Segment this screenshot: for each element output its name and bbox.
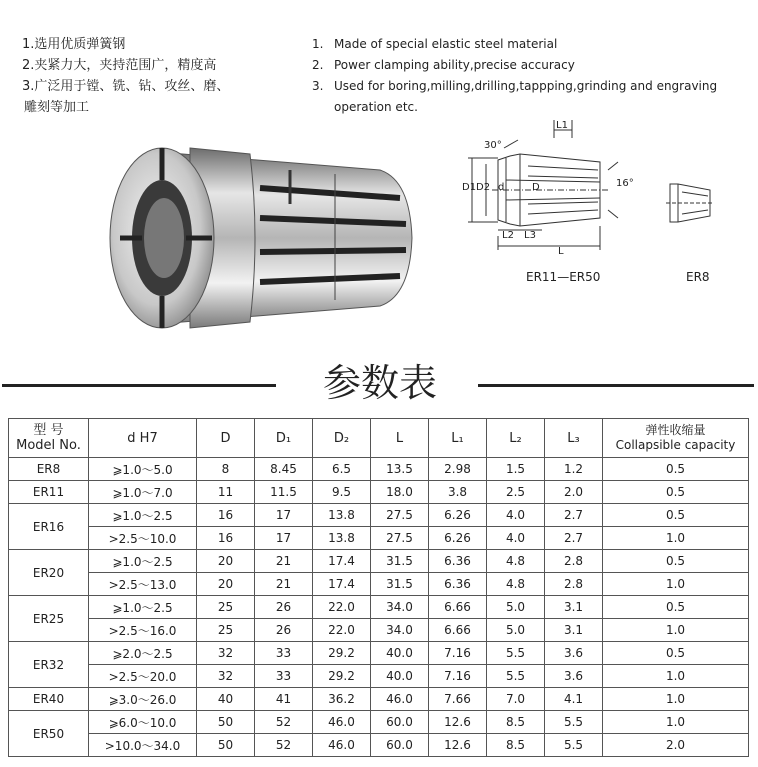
header-D: D: [197, 419, 255, 458]
cell-D: 32: [197, 642, 255, 665]
cell-D: 20: [197, 573, 255, 596]
cell-D2: 22.0: [313, 596, 371, 619]
cell-D1: 52: [255, 734, 313, 757]
header-capacity-zh: 弹性收缩量: [645, 423, 706, 437]
cell-D1: 17: [255, 504, 313, 527]
dim-D2-label: D2: [476, 182, 491, 193]
dim-d-label: d: [498, 182, 505, 193]
cell-D2: 29.2: [313, 642, 371, 665]
dim-L-label: L: [558, 246, 564, 257]
cell-cap: 1.0: [603, 711, 749, 734]
cell-cap: 1.0: [603, 688, 749, 711]
feature-en-2-num: 2.: [312, 58, 324, 72]
table-row: [9, 527, 749, 550]
table-row: [9, 642, 749, 665]
cell-L2: 5.0: [487, 619, 545, 642]
cell-dh7: >2.5～13.0: [89, 573, 197, 596]
feature-zh-3: 3.广泛用于镗、铣、钻、攻丝、磨、: [22, 79, 230, 94]
cell-D2: 46.0: [313, 734, 371, 757]
cell-L: 60.0: [371, 734, 429, 757]
collet-dimension-drawing: [458, 118, 638, 288]
cell-L2: 5.0: [487, 596, 545, 619]
feature-en-1: [312, 34, 742, 55]
cell-D2: 13.8: [313, 504, 371, 527]
cell-dh7: >2.5～20.0: [89, 665, 197, 688]
drawing-caption-er8: ER8: [686, 270, 710, 284]
cell-L3: 3.1: [545, 619, 603, 642]
cell-model: ER40: [9, 688, 89, 711]
header-model-en: Model No.: [16, 438, 81, 453]
cell-L2: 5.5: [487, 642, 545, 665]
cell-D1: 41: [255, 688, 313, 711]
cell-L1: 2.98: [429, 458, 487, 481]
table-row: [9, 504, 749, 527]
cell-L: 46.0: [371, 688, 429, 711]
cell-model: ER25: [9, 596, 89, 642]
cell-L2: 7.0: [487, 688, 545, 711]
feature-en-3: [312, 76, 742, 97]
cell-L2: 4.0: [487, 527, 545, 550]
cell-L3: 5.5: [545, 734, 603, 757]
cell-D1: 21: [255, 573, 313, 596]
header-dh7: d H7: [89, 419, 197, 458]
feature-en-2-text: Power clamping ability,precise accuracy: [334, 58, 575, 72]
cell-D: 20: [197, 550, 255, 573]
cell-D1: 8.45: [255, 458, 313, 481]
cell-D: 16: [197, 504, 255, 527]
cell-D: 8: [197, 458, 255, 481]
feature-zh-2: 2.夹紧力大，夹持范围广，精度高: [22, 58, 217, 73]
cell-L3: 2.8: [545, 550, 603, 573]
cell-D2: 13.8: [313, 527, 371, 550]
cell-L: 34.0: [371, 619, 429, 642]
cell-cap: 1.0: [603, 665, 749, 688]
cell-cap: 0.5: [603, 504, 749, 527]
cell-L1: 6.36: [429, 550, 487, 573]
cell-L2: 4.8: [487, 550, 545, 573]
collet-product-image: [100, 140, 420, 335]
cell-D2: 17.4: [313, 550, 371, 573]
cell-L3: 4.1: [545, 688, 603, 711]
cell-model: ER16: [9, 504, 89, 550]
cell-D1: 33: [255, 665, 313, 688]
cell-L: 40.0: [371, 665, 429, 688]
cell-cap: 1.0: [603, 527, 749, 550]
cell-model: ER11: [9, 481, 89, 504]
angle-30-label: 30°: [484, 140, 502, 151]
feature-zh-3-cont: 雕刻等加工: [24, 100, 90, 115]
cell-L1: 3.8: [429, 481, 487, 504]
cell-L3: 2.7: [545, 527, 603, 550]
cell-cap: 0.5: [603, 596, 749, 619]
cell-dh7: >10.0～34.0: [89, 734, 197, 757]
cell-D2: 46.0: [313, 711, 371, 734]
cell-D2: 22.0: [313, 619, 371, 642]
cell-L2: 2.5: [487, 481, 545, 504]
table-row: [9, 458, 749, 481]
cell-L3: 3.1: [545, 596, 603, 619]
cell-cap: 1.0: [603, 619, 749, 642]
cell-L1: 6.26: [429, 504, 487, 527]
header-capacity: [603, 419, 749, 458]
cell-D1: 52: [255, 711, 313, 734]
cell-D: 50: [197, 711, 255, 734]
cell-L3: 2.7: [545, 504, 603, 527]
cell-L3: 1.2: [545, 458, 603, 481]
cell-dh7: ⩾6.0～10.0: [89, 711, 197, 734]
header-model-zh: 型 号: [33, 423, 64, 438]
cell-L1: 7.16: [429, 665, 487, 688]
table-row: [9, 711, 749, 734]
spec-table-body: [9, 458, 749, 757]
cell-L3: 3.6: [545, 642, 603, 665]
cell-L1: 6.66: [429, 596, 487, 619]
cell-L1: 6.36: [429, 573, 487, 596]
dim-L2-label: L2: [502, 230, 514, 241]
table-title-row: [0, 355, 758, 411]
cell-dh7: >2.5～16.0: [89, 619, 197, 642]
header-D2: D₂: [313, 419, 371, 458]
table-row: [9, 619, 749, 642]
table-row: [9, 573, 749, 596]
header-L3: L₃: [545, 419, 603, 458]
cell-model: ER50: [9, 711, 89, 757]
cell-L1: 6.66: [429, 619, 487, 642]
table-row: [9, 481, 749, 504]
cell-D2: 6.5: [313, 458, 371, 481]
feature-en-2: [312, 55, 742, 76]
cell-L: 31.5: [371, 573, 429, 596]
cell-D2: 17.4: [313, 573, 371, 596]
cell-L: 31.5: [371, 550, 429, 573]
er8-drawing: [664, 178, 716, 228]
angle-16-label: 16°: [616, 178, 634, 189]
cell-cap: 0.5: [603, 550, 749, 573]
cell-dh7: ⩾1.0～2.5: [89, 550, 197, 573]
cell-L: 60.0: [371, 711, 429, 734]
cell-model: ER20: [9, 550, 89, 596]
dim-D-label: D: [532, 182, 540, 193]
features-en: [312, 34, 742, 118]
cell-D1: 26: [255, 596, 313, 619]
table-row: [9, 665, 749, 688]
cell-L1: 12.6: [429, 711, 487, 734]
table-row: [9, 688, 749, 711]
cell-dh7: ⩾2.0～2.5: [89, 642, 197, 665]
cell-cap: 0.5: [603, 642, 749, 665]
dim-D1-label: D1: [462, 182, 477, 193]
cell-dh7: ⩾1.0～5.0: [89, 458, 197, 481]
table-header-row: [9, 419, 749, 458]
feature-en-1-num: 1.: [312, 37, 324, 51]
cell-L3: 2.8: [545, 573, 603, 596]
drawing-caption-er11-er50: ER11—ER50: [526, 270, 601, 284]
cell-cap: 2.0: [603, 734, 749, 757]
cell-model: ER8: [9, 458, 89, 481]
feature-en-3-cont: operation etc.: [334, 100, 418, 114]
cell-L: 34.0: [371, 596, 429, 619]
cell-L: 18.0: [371, 481, 429, 504]
cell-cap: 0.5: [603, 481, 749, 504]
cell-cap: 1.0: [603, 573, 749, 596]
cell-dh7: ⩾1.0～2.5: [89, 504, 197, 527]
cell-L: 13.5: [371, 458, 429, 481]
cell-L2: 8.5: [487, 734, 545, 757]
cell-D2: 9.5: [313, 481, 371, 504]
cell-L2: 4.0: [487, 504, 545, 527]
feature-en-3-text: Used for boring,milling,drilling,tappping,grinding and engraving: [334, 79, 718, 93]
cell-D2: 29.2: [313, 665, 371, 688]
cell-dh7: >2.5～10.0: [89, 527, 197, 550]
cell-D: 16: [197, 527, 255, 550]
table-row: [9, 734, 749, 757]
cell-L2: 1.5: [487, 458, 545, 481]
cell-D2: 36.2: [313, 688, 371, 711]
cell-D1: 26: [255, 619, 313, 642]
cell-D1: 21: [255, 550, 313, 573]
header-L1: L₁: [429, 419, 487, 458]
table-row: [9, 596, 749, 619]
feature-en-3-num: 3.: [312, 79, 324, 93]
header-capacity-en: Collapsible capacity: [615, 438, 736, 452]
cell-L1: 7.66: [429, 688, 487, 711]
title-line-left: [2, 384, 276, 387]
table-title: 参数表: [322, 361, 437, 405]
cell-L: 27.5: [371, 527, 429, 550]
dim-L3-label: L3: [524, 230, 536, 241]
cell-L3: 3.6: [545, 665, 603, 688]
cell-D: 50: [197, 734, 255, 757]
header-L2: L₂: [487, 419, 545, 458]
cell-L1: 7.16: [429, 642, 487, 665]
cell-dh7: ⩾3.0～26.0: [89, 688, 197, 711]
cell-D: 40: [197, 688, 255, 711]
cell-L2: 4.8: [487, 573, 545, 596]
cell-L2: 8.5: [487, 711, 545, 734]
cell-L1: 6.26: [429, 527, 487, 550]
cell-L1: 12.6: [429, 734, 487, 757]
cell-L3: 2.0: [545, 481, 603, 504]
cell-L: 27.5: [371, 504, 429, 527]
cell-model: ER32: [9, 642, 89, 688]
feature-zh-1: 1.选用优质弹簧钢: [22, 37, 126, 52]
cell-dh7: ⩾1.0～2.5: [89, 596, 197, 619]
cell-D: 25: [197, 596, 255, 619]
cell-D1: 33: [255, 642, 313, 665]
dim-L1-label: L1: [556, 120, 568, 131]
cell-cap: 0.5: [603, 458, 749, 481]
table-row: [9, 550, 749, 573]
feature-en-1-text: Made of special elastic steel material: [334, 37, 558, 51]
header-L: L: [371, 419, 429, 458]
cell-L2: 5.5: [487, 665, 545, 688]
cell-L: 40.0: [371, 642, 429, 665]
cell-D1: 11.5: [255, 481, 313, 504]
features-zh: [22, 34, 287, 118]
cell-D1: 17: [255, 527, 313, 550]
header-model: [9, 419, 89, 458]
header-D1: D₁: [255, 419, 313, 458]
title-line-right: [478, 384, 754, 387]
cell-D: 11: [197, 481, 255, 504]
cell-D: 32: [197, 665, 255, 688]
spec-table: [8, 418, 749, 757]
cell-D: 25: [197, 619, 255, 642]
cell-L3: 5.5: [545, 711, 603, 734]
cell-dh7: ⩾1.0～7.0: [89, 481, 197, 504]
